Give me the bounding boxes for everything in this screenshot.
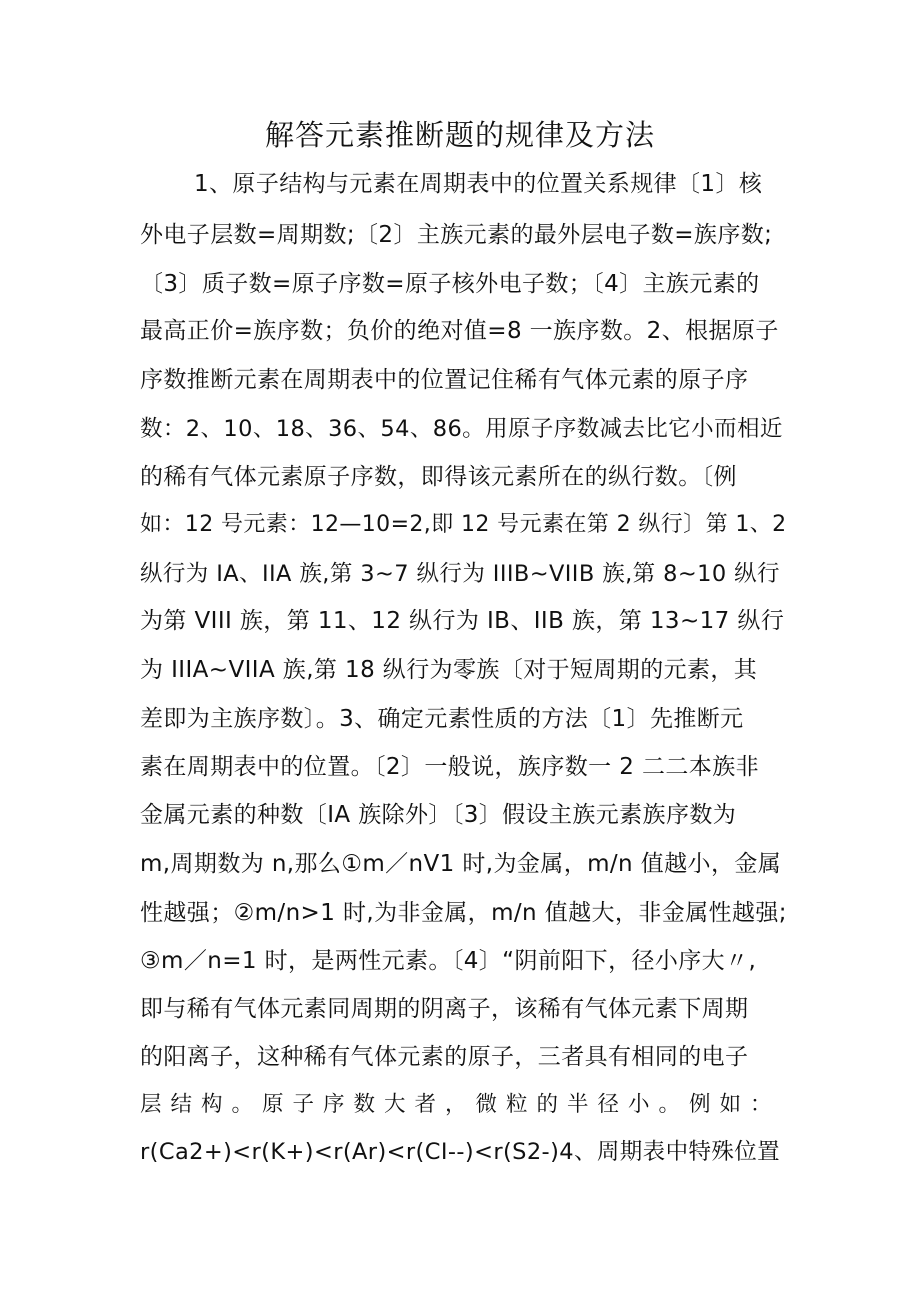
paragraph-line: 层结构。原子序数大者，微粒的半径小。例如： [140, 1092, 781, 1117]
paragraph-line: 的阳离子，这种稀有气体元素的原子，三者具有相同的电子 [140, 1044, 749, 1070]
paragraph-line: 1、原子结构与元素在周期表中的位置关系规律〔1〕核 [194, 171, 763, 197]
paragraph-line: 〔3〕质子数=原子序数=原子核外电子数；〔4〕主族元素的 [140, 271, 760, 297]
paragraph-line: 金属元素的种数〔IA 族除外〕〔3〕假设主族元素族序数为 [140, 802, 737, 828]
paragraph-line: 差即为主族序数〕。3、确定元素性质的方法〔1〕先推断元 [140, 706, 744, 732]
paragraph-line: 序数推断元素在周期表中的位置记住稀有气体元素的原子序 [140, 367, 749, 393]
paragraph-line: 即与稀有气体元素同周期的阴离子，该稀有气体元素下周期 [140, 996, 749, 1022]
paragraph-line: 外电子层数=周期数;〔2〕主族元素的最外层电子数=族序数; [140, 222, 773, 248]
paragraph-line: 为第 VIII 族，第 11、12 纵行为 IB、IIB 族，第 13~17 纵行 [140, 608, 785, 634]
document-title: 解答元素推断题的规律及方法 [264, 118, 655, 152]
paragraph-line: r(Ca2+)<r(K+)<r(Ar)<r(CI--)<r(S2-)4、周期表中特殊位置 [140, 1139, 781, 1165]
paragraph-line: 纵行为 IA、IIA 族,第 3~7 纵行为 IIIB~VIIB 族,第 8~10 纵行 [140, 561, 780, 587]
paragraph-line: 的稀有气体元素原子序数，即得该元素所在的纵行数。〔例 [140, 464, 737, 490]
paragraph-line: 性越强；②m/n>1 时,为非金属，m/n 值越大，非金属性越强; [140, 900, 787, 926]
paragraph-line: 如：12 号元素：12—10=2,即 12 号元素在第 2 纵行〕第 1、2 [140, 512, 787, 537]
paragraph-line: 素在周期表中的位置。〔2〕一般说，族序数一 2 二二本族非 [140, 754, 759, 780]
paragraph-line: 最高正价=族序数；负价的绝对值=8 一族序数。2、根据原子 [140, 318, 779, 344]
paragraph-line: 为 IIIA~VIIA 族,第 18 纵行为零族〔对于短周期的元素，其 [140, 657, 758, 683]
paragraph-line: 数：2、10、18、36、54、86。用原子序数减去比它小而相近 [140, 416, 783, 442]
paragraph-line: m,周期数为 n,那么①m／nV1 时,为金属，m/n 值越小，金属 [140, 851, 782, 877]
paragraph-line: ③m／n=1 时，是两性元素。〔4〕“阴前阳下，径小序大〃, [140, 948, 757, 974]
